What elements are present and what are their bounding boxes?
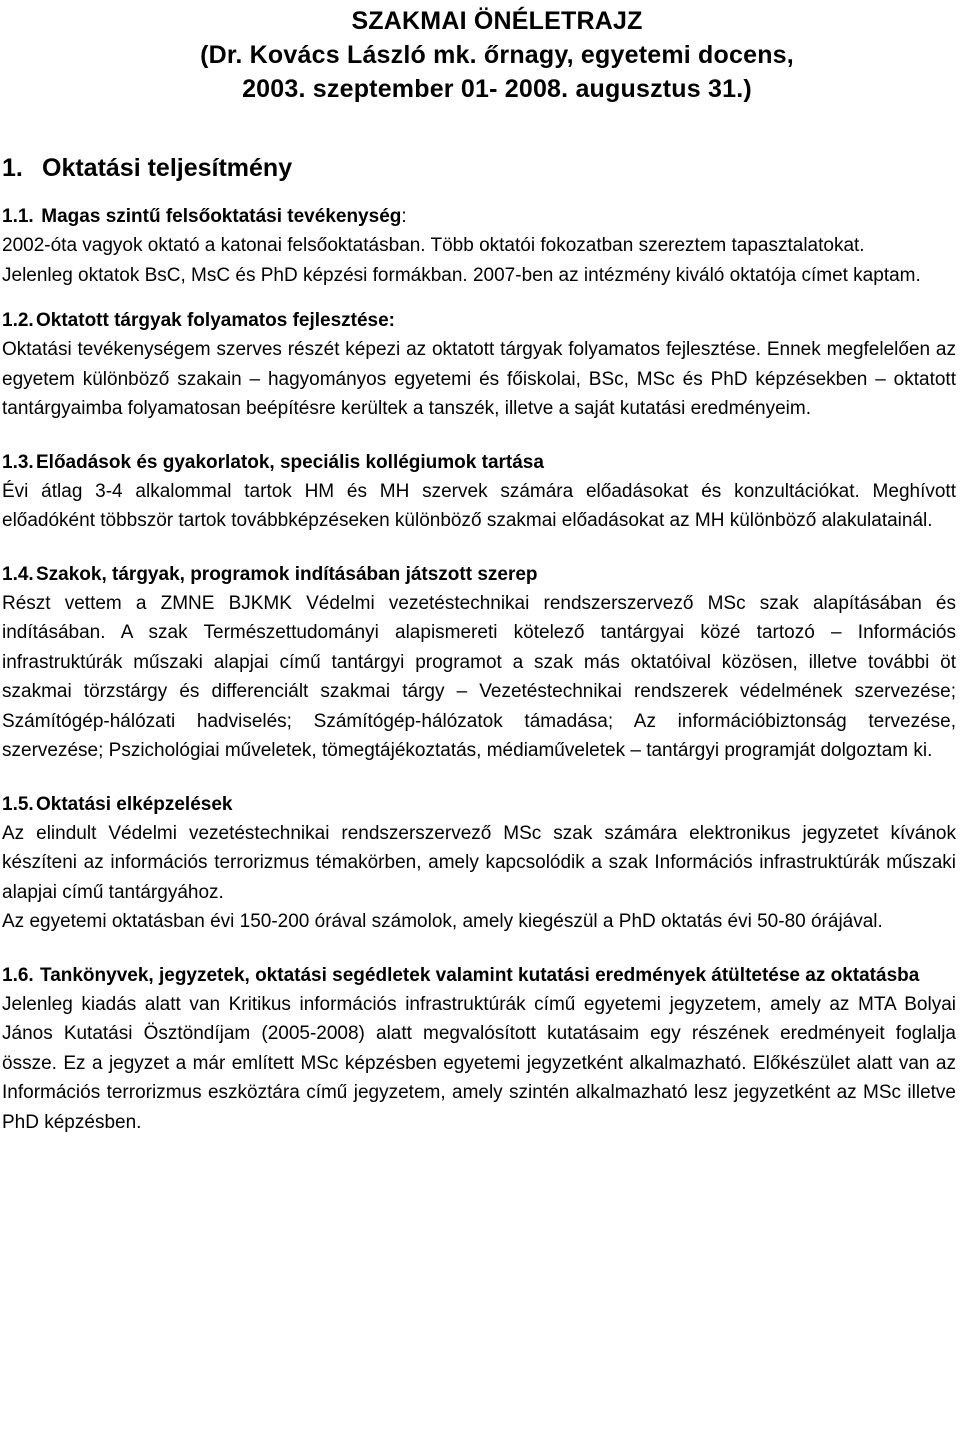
subsection-1-6-paragraph-1: Jelenleg kiadás alatt van Kritikus információs infrastruktúrák című egyetemi jegyzetem, amely az MTA Bolyai János Kutatási Ösztöndíjam (2005-2008) alatt megvalósított kutatásaim egy részének eredményeit foglalja össze. Ez a jegyzet a már említett MSc képzésben egyetemi jegyzetként alkalmazható. Előkészület alatt van az Információs terrorizmus eszköztára című jegyzetem, amely szintén alkalmazható lesz jegyzetként az MSc illetve PhD képzésben. — [2, 993, 956, 1133]
subsection-1-4-paragraph-1: Részt vettem a ZMNE BJKMK Védelmi vezetéstechnikai rendszerszervező MSc szak alapításában és indításában. A szak Természettudományi alapismereti kötelező tantárgyai közé tartozó – Információs infrastruktúrák műszaki alapjai című tantárgyi programot a szak más oktatóival közösen, illetve további öt szakmai törzstárgy és differenciált szakmai tárgy – Vezetéstechnikai rendszerek védelmének szervezése; Számítógép-hálózati hadviselés; Számítógép-hálózatok támadása; Az információbiztonság tervezése, szervezése; Pszichológiai műveletek, tömegtájékoztatás, médiaműveletek – tantárgyi programját dolgoztam ki. — [2, 592, 956, 761]
subsection-1-3-paragraph-1: Évi átlag 3-4 alkalommal tartok HM és MH szervek számára előadásokat és konzultációkat. Meghívott előadóként többször tartok továbbképzéseken különböző szakmai előadásokat az MH különböző alakulatainál. — [2, 480, 956, 531]
subsection-1-6 — [2, 961, 956, 1138]
section-1-number: 1. — [2, 154, 23, 182]
subsection-1-2-number: 1.2. — [2, 310, 34, 331]
subsection-1-5-number: 1.5. — [2, 793, 34, 815]
title-line-3: 2003. szeptember 01- 2008. augusztus 31.) — [242, 75, 752, 103]
document-page — [2, 0, 956, 1137]
section-1-title: Oktatási teljesítmény — [42, 154, 293, 182]
subsection-1-4 — [2, 560, 956, 766]
subsection-1-5 — [2, 790, 956, 937]
subsection-1-5-paragraph-2: Az egyetemi oktatásban évi 150-200 órával számolok, amely kiegészül a PhD oktatás évi 50-80 órájával. — [2, 911, 883, 932]
subsection-1-1-colon: : — [401, 206, 407, 227]
subsection-1-6-heading — [2, 961, 956, 990]
subsection-1-1-heading — [2, 202, 956, 231]
subsection-1-1-paragraph-1: 2002-óta vagyok oktató a katonai felsőoktatásban. Több oktatói fokozatban szereztem tapasztalatokat. — [2, 235, 865, 256]
document-title — [2, 0, 956, 106]
subsection-1-1 — [2, 202, 956, 290]
section-1-heading — [2, 151, 956, 185]
subsection-1-5-paragraph-1: Az elindult Védelmi vezetéstechnikai rendszerszervező MSc szak számára elektronikus jegyzetet kívánok készíteni az információs terrorizmus témakörben, amely kapcsolódik a szak Információs infrastruktúrák műszaki alapjai című tantárgyához. — [2, 822, 956, 903]
subsection-1-1-title: Magas szintű felsőoktatási tevékenység — [41, 206, 402, 227]
subsection-1-3-title: Előadások és gyakorlatok, speciális kollégiumok tartása — [36, 451, 544, 473]
subsection-1-5-heading — [2, 790, 956, 819]
subsection-1-3 — [2, 448, 956, 536]
subsection-1-3-heading — [2, 448, 956, 477]
title-line-2: (Dr. Kovács László mk. őrnagy, egyetemi docens, — [200, 41, 794, 69]
subsection-1-6-title: Tankönyvek, jegyzetek, oktatási segédletek valamint kutatási eredmények átültetése az oktatásba — [40, 964, 920, 986]
subsection-1-3-number: 1.3. — [2, 451, 34, 473]
subsection-1-4-title: Szakok, tárgyak, programok indításában játszott szerep — [36, 563, 538, 585]
subsection-1-2-paragraph-1: Oktatási tevékenységem szerves részét képezi az oktatott tárgyak folyamatos fejlesztése. Ennek megfelelően az egyetem különböző szakain – hagyományos egyetemi és főiskolai, BSc, MSc és PhD képzésekben – oktatott tantárgyaimba folyamatosan beépítésre kerültek a tanszék, illetve a saját kutatási eredményeim. — [2, 339, 956, 419]
subsection-1-4-heading — [2, 560, 956, 589]
subsection-1-6-number: 1.6. — [2, 964, 34, 986]
subsection-1-2 — [2, 306, 956, 424]
subsection-1-2-heading — [2, 306, 956, 335]
subsection-1-5-title: Oktatási elképzelések — [36, 793, 233, 815]
subsection-1-4-number: 1.4. — [2, 563, 34, 585]
subsection-1-1-paragraph-2: Jelenleg oktatok BsC, MsC és PhD képzési formákban. 2007-ben az intézmény kiváló oktatója címet kaptam. — [2, 264, 921, 286]
subsection-1-2-title: Oktatott tárgyak folyamatos fejlesztése: — [36, 310, 396, 331]
title-line-1: SZAKMAI ÖNÉLETRAJZ — [351, 7, 643, 35]
subsection-1-1-number: 1.1. — [2, 206, 34, 227]
